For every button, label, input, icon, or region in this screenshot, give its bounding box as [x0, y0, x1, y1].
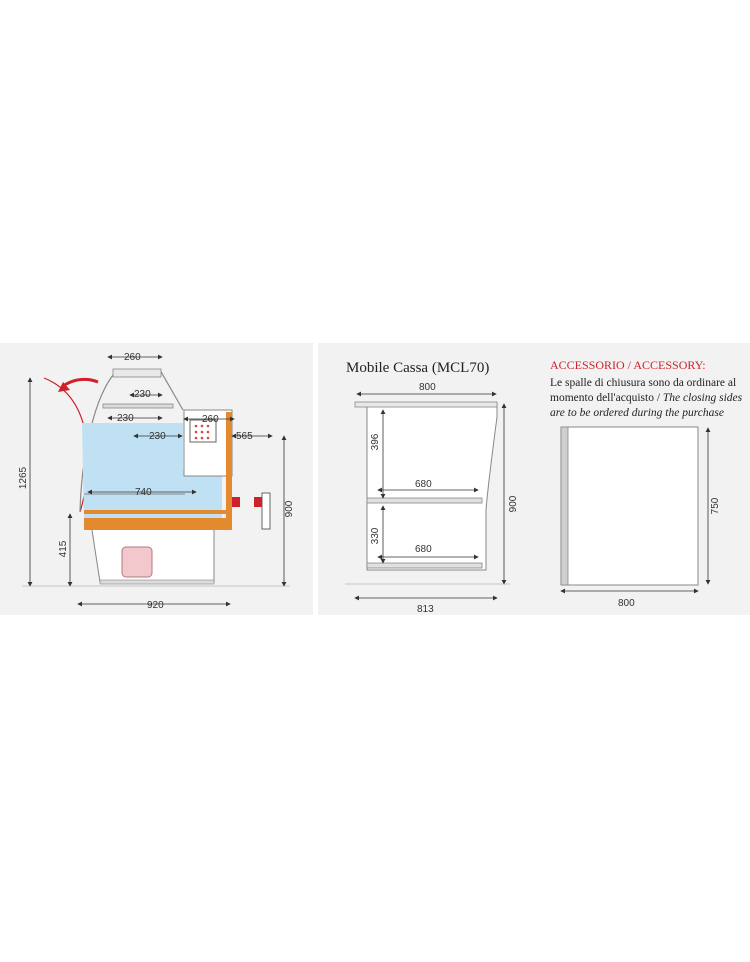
dim-lower-height: 330	[370, 527, 381, 545]
dim-rear-width: 260	[202, 414, 219, 425]
side-panel	[561, 427, 698, 585]
cash-desk-title: Mobile Cassa (MCL70)	[346, 360, 490, 376]
dim-top-width: 260	[124, 352, 141, 363]
closing-side-panel	[561, 427, 721, 609]
dim-shelf-top: 230	[134, 389, 151, 400]
dim-total-height: 1265	[18, 466, 29, 490]
lower-shelf	[367, 563, 482, 568]
dim-lower-shelf: 680	[415, 544, 432, 555]
dim-desk-height: 900	[508, 495, 519, 513]
cash-desk-side-view	[345, 382, 519, 615]
dim-desk-base-width: 813	[417, 604, 434, 615]
dim-base-height: 415	[58, 540, 69, 558]
dim-counter-height: 900	[284, 500, 295, 518]
accessory-heading: ACCESSORIO / ACCESSORY:	[550, 358, 706, 372]
compressor-icon	[122, 547, 152, 577]
dim-desk-top-width: 800	[419, 382, 436, 393]
accessory-text-it: Le spalle di chiusura sono da ordinare al momento dell'acquisto /	[550, 377, 737, 404]
accessory-text-en: The closing sides are to be ordered during the purchase	[550, 392, 743, 419]
dim-rear-depth: 565	[236, 431, 253, 442]
base-cabinet	[92, 530, 214, 582]
dim-total-width: 920	[147, 600, 164, 611]
dim-panel-height: 750	[710, 497, 721, 515]
dim-panel-width: 800	[618, 598, 635, 609]
upper-shelf	[367, 498, 482, 503]
dim-deck-shelf: 230	[149, 431, 166, 442]
upper-shelf	[103, 404, 173, 408]
accessory-description	[550, 376, 750, 421]
dim-upper-height: 396	[370, 433, 381, 451]
showcase-side-view	[18, 352, 295, 611]
cash-desk-top	[355, 402, 497, 407]
dim-upper-shelf: 680	[415, 479, 432, 490]
dim-deck-depth: 740	[135, 487, 152, 498]
dim-shelf-mid: 230	[117, 413, 134, 424]
open-arrow-icon	[63, 379, 98, 386]
